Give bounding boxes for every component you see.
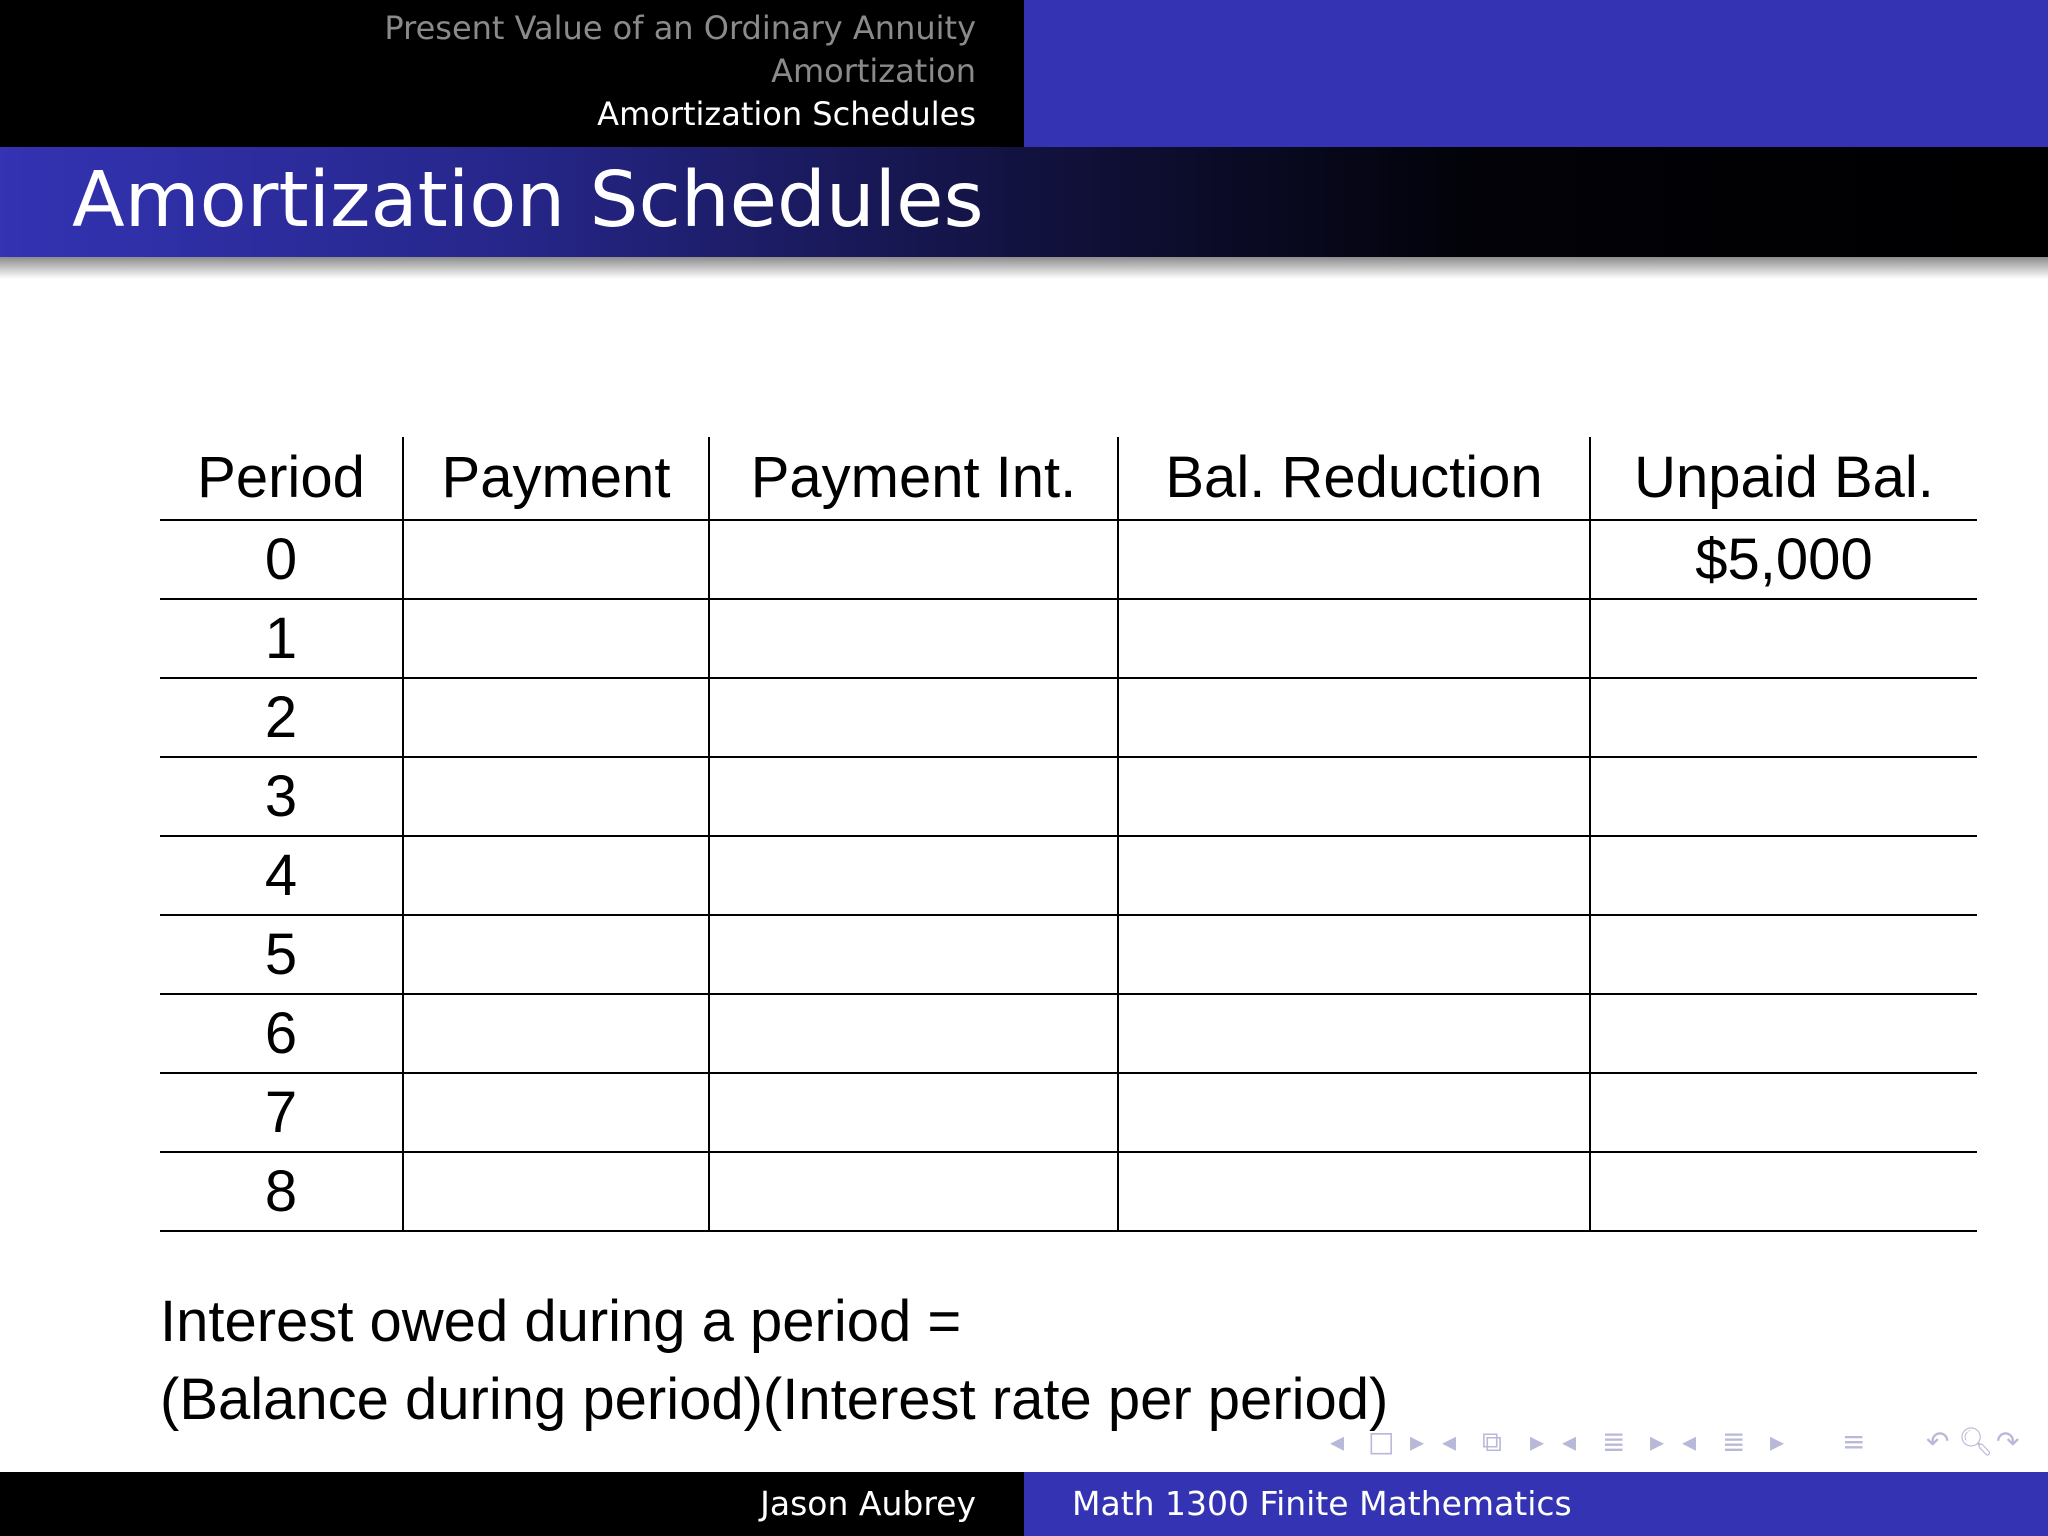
cell-period: 6 xyxy=(160,994,403,1073)
table-row xyxy=(160,757,1977,836)
interest-formula-note xyxy=(160,1283,1388,1439)
part-icon[interactable]: ≣ xyxy=(1722,1425,1746,1458)
cell-balance-reduction xyxy=(1118,994,1590,1073)
cell-period: 4 xyxy=(160,836,403,915)
cell-payment xyxy=(403,757,709,836)
table-row xyxy=(160,599,1977,678)
nav-subsection-link[interactable]: Amortization xyxy=(771,52,976,90)
cell-period: 1 xyxy=(160,599,403,678)
cell-payment-interest xyxy=(709,1073,1118,1152)
table-row xyxy=(160,915,1977,994)
table-row xyxy=(160,520,1977,599)
cell-unpaid-balance xyxy=(1590,994,1977,1073)
cell-payment-interest xyxy=(709,915,1118,994)
table-row xyxy=(160,1073,1977,1152)
cell-unpaid-balance xyxy=(1590,836,1977,915)
footer-author: Jason Aubrey xyxy=(760,1484,976,1523)
cell-payment xyxy=(403,520,709,599)
cell-unpaid-balance xyxy=(1590,678,1977,757)
formula-line-2: (Balance during period)(Interest rate per period) xyxy=(160,1367,1389,1432)
cell-payment xyxy=(403,915,709,994)
nav-current-subsection-link[interactable]: Amortization Schedules xyxy=(597,95,976,133)
toc-icon[interactable]: ≡ xyxy=(1842,1425,1866,1458)
next-frame-icon[interactable]: ▸ xyxy=(1410,1425,1425,1458)
cell-payment xyxy=(403,994,709,1073)
cell-unpaid-balance xyxy=(1590,915,1977,994)
cell-payment xyxy=(403,1073,709,1152)
cell-payment-interest xyxy=(709,994,1118,1073)
cell-balance-reduction xyxy=(1118,1073,1590,1152)
table-header-row xyxy=(160,437,1977,520)
column-header-unpaid-balance: Unpaid Bal. xyxy=(1590,437,1977,520)
header-right-panel xyxy=(1024,0,2048,147)
cell-payment xyxy=(403,1152,709,1231)
cell-balance-reduction xyxy=(1118,1152,1590,1231)
cell-balance-reduction xyxy=(1118,915,1590,994)
cell-unpaid-balance xyxy=(1590,599,1977,678)
cell-payment-interest xyxy=(709,1152,1118,1231)
cell-period: 5 xyxy=(160,915,403,994)
cell-period: 2 xyxy=(160,678,403,757)
cell-balance-reduction xyxy=(1118,757,1590,836)
next-section-icon[interactable]: ▸ xyxy=(1650,1425,1665,1458)
cell-payment xyxy=(403,678,709,757)
cell-payment-interest xyxy=(709,678,1118,757)
table-row xyxy=(160,1152,1977,1231)
cell-payment xyxy=(403,836,709,915)
prev-frame-icon[interactable]: ◂ xyxy=(1330,1425,1345,1458)
nav-section-link[interactable]: Present Value of an Ordinary Annuity xyxy=(384,9,976,47)
cell-payment-interest xyxy=(709,836,1118,915)
cell-unpaid-balance: $5,000 xyxy=(1590,520,1977,599)
next-subsection-icon[interactable]: ▸ xyxy=(1530,1425,1545,1458)
cell-balance-reduction xyxy=(1118,836,1590,915)
cell-payment-interest xyxy=(709,757,1118,836)
footer-course-title: Math 1300 Finite Mathematics xyxy=(1072,1484,1572,1523)
prev-part-icon[interactable]: ◂ xyxy=(1682,1425,1697,1458)
table-row xyxy=(160,678,1977,757)
cell-period: 0 xyxy=(160,520,403,599)
navigation-symbols xyxy=(1330,1420,2030,1464)
cell-period: 7 xyxy=(160,1073,403,1152)
cell-balance-reduction xyxy=(1118,520,1590,599)
table-row xyxy=(160,836,1977,915)
column-header-payment-interest: Payment Int. xyxy=(709,437,1118,520)
subsection-icon[interactable]: ⧉ xyxy=(1482,1425,1502,1458)
cell-unpaid-balance xyxy=(1590,757,1977,836)
cell-payment-interest xyxy=(709,520,1118,599)
frame-icon[interactable]: □ xyxy=(1368,1425,1395,1458)
search-icon[interactable]: 🔍︎ xyxy=(1958,1425,1994,1458)
cell-unpaid-balance xyxy=(1590,1073,1977,1152)
back-icon[interactable]: ↶ xyxy=(1926,1425,1950,1458)
table-row xyxy=(160,994,1977,1073)
amortization-table xyxy=(160,437,1977,1232)
forward-icon[interactable]: ↷ xyxy=(1996,1425,2020,1458)
title-bar-shadow xyxy=(0,257,2048,279)
prev-subsection-icon[interactable]: ◂ xyxy=(1442,1425,1457,1458)
prev-section-icon[interactable]: ◂ xyxy=(1562,1425,1577,1458)
cell-balance-reduction xyxy=(1118,599,1590,678)
cell-period: 3 xyxy=(160,757,403,836)
cell-balance-reduction xyxy=(1118,678,1590,757)
column-header-balance-reduction: Bal. Reduction xyxy=(1118,437,1590,520)
frame-title: Amortization Schedules xyxy=(72,156,984,245)
cell-payment-interest xyxy=(709,599,1118,678)
column-header-payment: Payment xyxy=(403,437,709,520)
cell-unpaid-balance xyxy=(1590,1152,1977,1231)
formula-line-1: Interest owed during a period = xyxy=(160,1289,962,1354)
column-header-period: Period xyxy=(160,437,403,520)
cell-period: 8 xyxy=(160,1152,403,1231)
section-icon[interactable]: ≣ xyxy=(1602,1425,1626,1458)
cell-payment xyxy=(403,599,709,678)
next-part-icon[interactable]: ▸ xyxy=(1770,1425,1785,1458)
